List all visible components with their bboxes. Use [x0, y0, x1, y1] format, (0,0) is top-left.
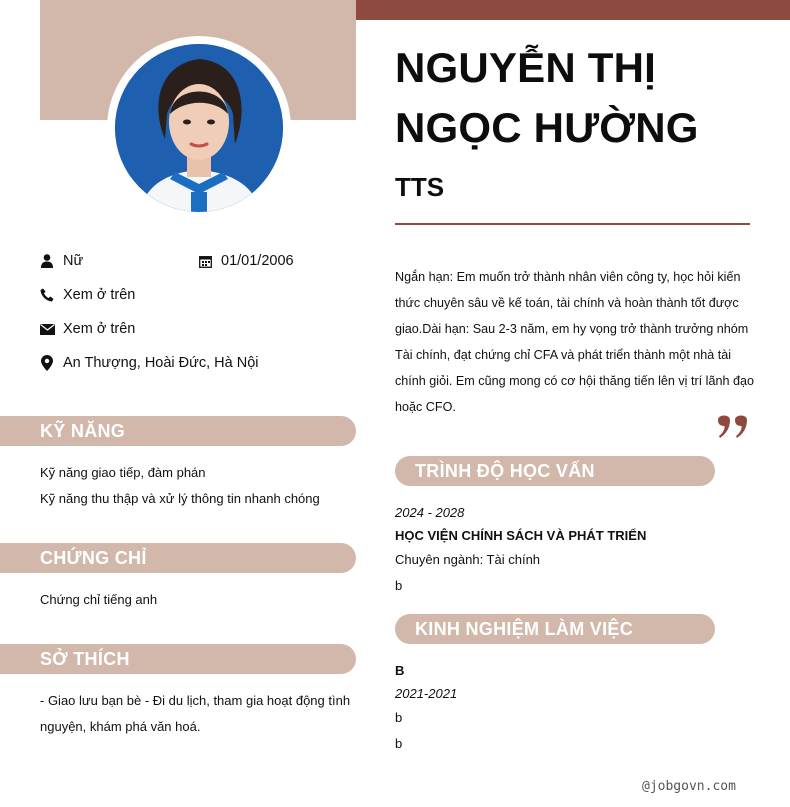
phone-value: Xem ở trên — [63, 287, 136, 303]
title-divider — [395, 223, 750, 225]
phone-icon — [38, 286, 56, 304]
skills-title: KỸ NĂNG — [40, 420, 126, 441]
envelope-icon — [38, 320, 56, 338]
person-icon — [38, 252, 56, 270]
experience-period: 2021-2021 — [395, 686, 458, 701]
certificates-title: CHỨNG CHỈ — [40, 547, 147, 568]
education-heading — [395, 456, 715, 486]
hobbies-heading — [0, 644, 356, 674]
map-pin-icon — [38, 354, 56, 372]
skill-item: Kỹ năng thu thập và xử lý thông tin nhanh chóng — [40, 491, 320, 506]
address-row — [38, 354, 258, 372]
watermark: @jobgovn.com — [642, 779, 736, 794]
job-title: TTS — [395, 172, 445, 202]
hobbies-text-line2: nguyện, khám phá văn hoá. — [40, 719, 201, 734]
name-line-1: NGUYỄN THỊ — [395, 44, 657, 91]
calendar-icon — [196, 252, 214, 270]
address-value: An Thượng, Hoài Đức, Hà Nội — [63, 355, 259, 371]
candidate-name — [395, 38, 755, 158]
email-row — [38, 320, 135, 338]
phone-row — [38, 286, 135, 304]
experience-line: b — [395, 736, 403, 751]
certificates-heading — [0, 543, 356, 573]
birthdate-value: 01/01/2006 — [221, 253, 294, 269]
career-objective: Ngắn hạn: Em muốn trở thành nhân viên công ty, học hỏi kiến thức chuyên sâu về kế toán, tài chính và hoàn thành tốt được giao.Dài hạn: Sau 2-3 năm, em hy vọng trở thành trưởng nhóm Tài chính, đạt chứng chỉ CFA và phát triển thành một nhà tài chính giỏi. Em cũng mong có cơ hội thăng tiến lên vị trí lãnh đạo hoặc CFO. — [395, 270, 754, 414]
portrait-illustration — [115, 44, 283, 212]
quote-icon — [716, 410, 752, 445]
experience-company: B — [395, 663, 405, 678]
gender-value: Nữ — [63, 253, 84, 269]
skills-heading — [0, 416, 356, 446]
education-school: HỌC VIỆN CHÍNH SÁCH VÀ PHÁT TRIỂN — [395, 528, 647, 543]
top-accent-bar — [356, 0, 790, 20]
experience-heading — [395, 614, 715, 644]
name-line-2: NGỌC HƯỜNG — [395, 104, 699, 151]
education-period: 2024 - 2028 — [395, 505, 465, 520]
education-note: b — [395, 578, 403, 593]
skill-item: Kỹ năng giao tiếp, đàm phán — [40, 465, 206, 480]
birthdate-row — [196, 252, 294, 270]
hobbies-text-line1: - Giao lưu bạn bè - Đi du lịch, tham gia hoạt động tình — [40, 693, 351, 708]
email-value: Xem ở trên — [63, 321, 136, 337]
experience-line: b — [395, 710, 403, 725]
gender-row — [38, 252, 83, 270]
experience-title: KINH NGHIỆM LÀM VIỆC — [415, 618, 634, 639]
certificate-item: Chứng chỉ tiếng anh — [40, 592, 158, 607]
avatar — [115, 44, 283, 212]
education-title: TRÌNH ĐỘ HỌC VẤN — [415, 460, 595, 481]
hobbies-title: SỞ THÍCH — [40, 648, 130, 669]
education-major: Chuyên ngành: Tài chính — [395, 552, 541, 567]
